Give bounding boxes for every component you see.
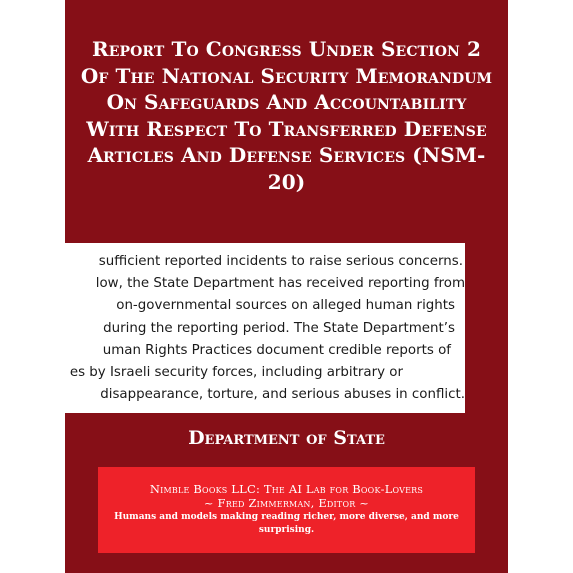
publisher-box bbox=[98, 467, 475, 553]
book-author: Department of State bbox=[188, 427, 385, 449]
excerpt-line: low, the State Department has received reporting from bbox=[95, 276, 465, 292]
excerpt-text bbox=[65, 251, 465, 406]
publisher-name: Nimble Books LLC: The AI Lab for Book-Lovers bbox=[149, 482, 424, 496]
excerpt-panel bbox=[65, 243, 465, 413]
excerpt-line: disappearance, torture, and serious abuses in conflict. bbox=[100, 387, 465, 403]
excerpt-line: uman Rights Practices document credible reports of bbox=[102, 342, 451, 358]
book-cover bbox=[65, 0, 508, 573]
excerpt-line: during the reporting period. The State Department’s bbox=[103, 320, 455, 336]
excerpt-line: on-governmental sources on alleged human rights bbox=[116, 298, 455, 314]
editor-credit: ~ Fred Zimmerman, Editor ~ bbox=[203, 496, 370, 510]
book-title: Report To Congress Under Section 2 Of The National Security Memorandum On Safeguards And Accountability With Respect To Transferred Defense Articles And Defense Services (NSM-20) bbox=[80, 37, 493, 194]
excerpt-line: sufficient reported incidents to raise serious concerns. bbox=[98, 254, 463, 269]
publisher-tagline: Humans and models making reading richer, more diverse, and more surprising. bbox=[114, 512, 459, 535]
excerpt-line: es by Israeli security forces, including arbitrary or bbox=[69, 365, 403, 381]
